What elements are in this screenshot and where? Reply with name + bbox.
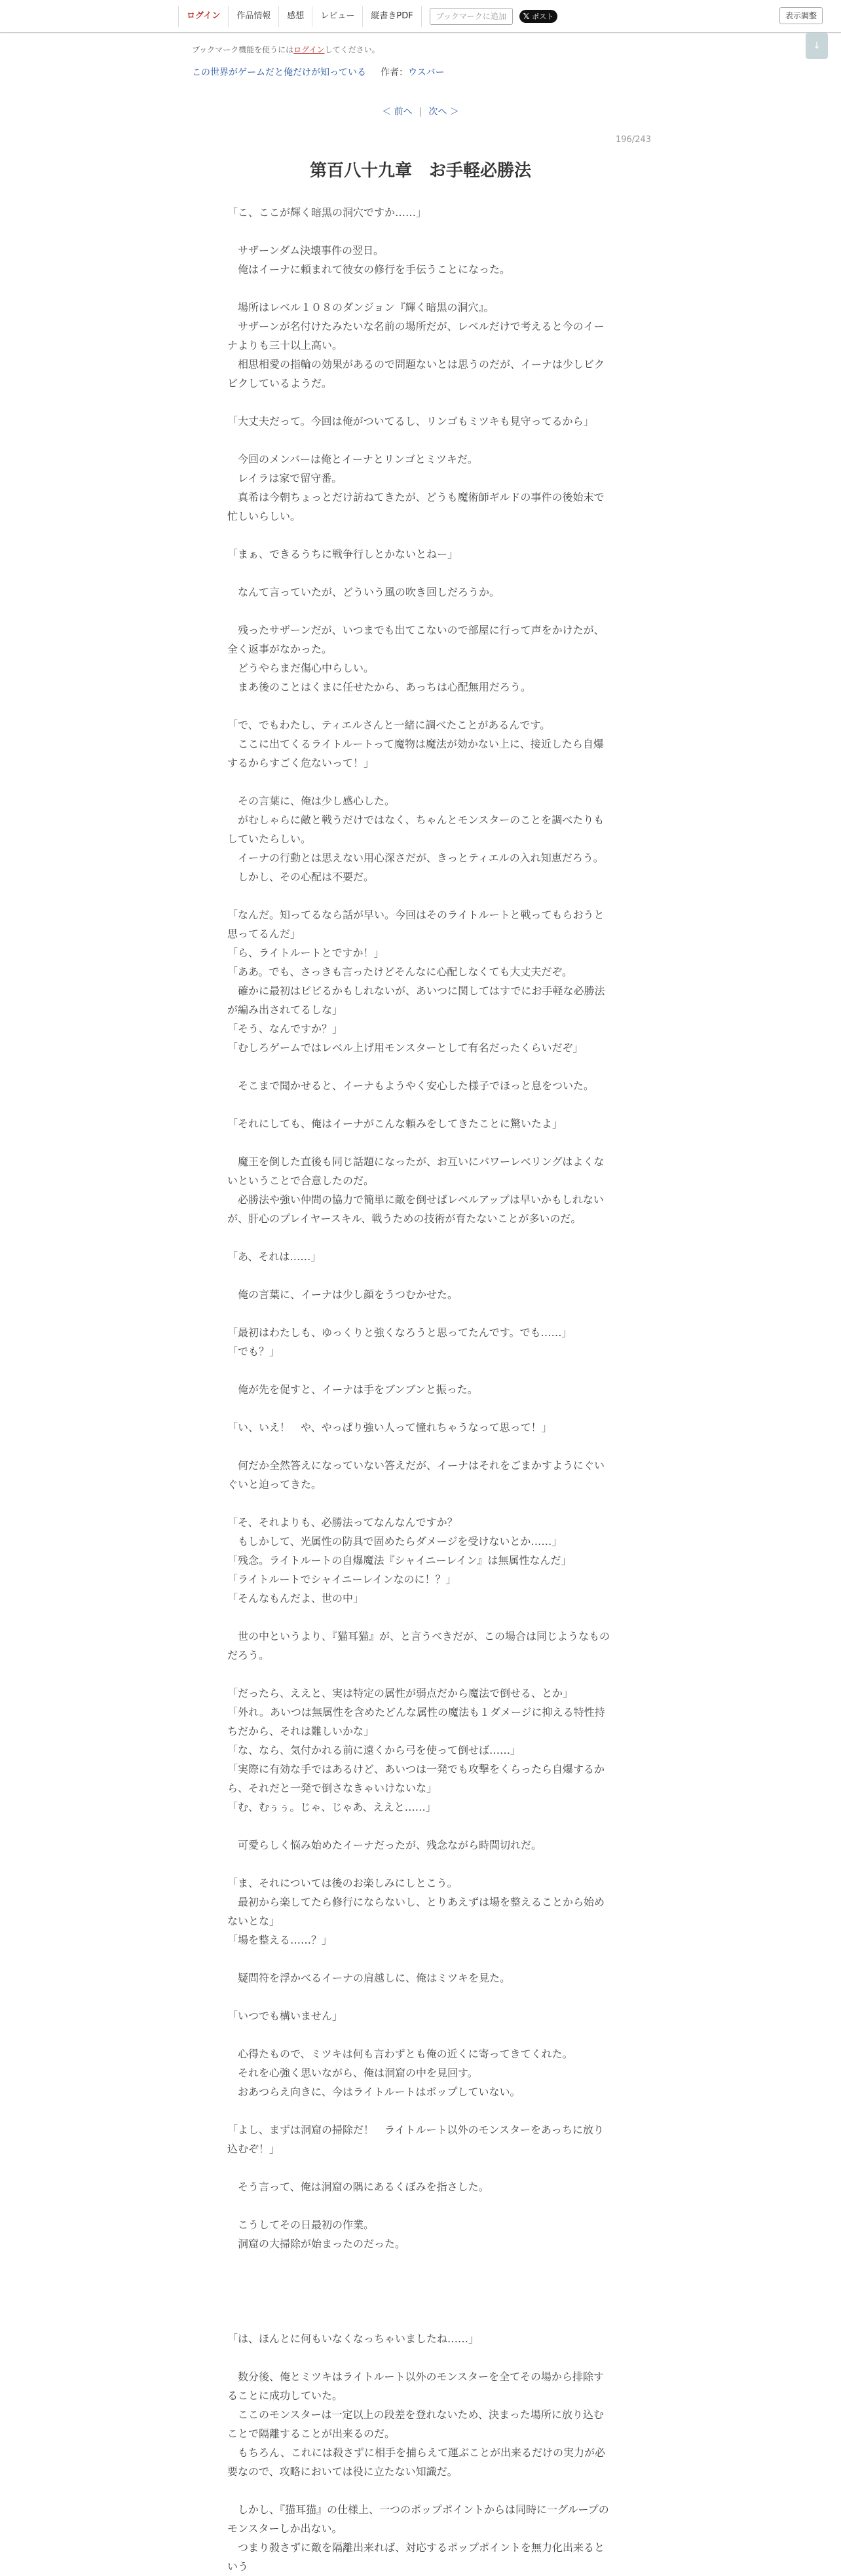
notice-suffix: してください。 xyxy=(324,45,380,54)
body-line: しかし、その心配は不要だ。 xyxy=(227,871,375,883)
body-line: しかし、『猫耳猫』の仕様上、一つのポップポイントからは同時に一グループのモンスターしか出ない。 xyxy=(227,2503,609,2535)
body-line: ここのモンスターは一定以上の段差を登れないため、決まった場所に放り込むことで隔離することが出来るのだ。 xyxy=(227,2408,604,2440)
body-line xyxy=(227,1133,614,1152)
body-line: 最初から楽してたら修行にならないし、とりあえずは場を整えることから始めないとな」 xyxy=(227,1896,605,1927)
body-line: 可愛らしく悩み始めたイーナだったが、残念ながら時間切れだ。 xyxy=(227,1839,542,1851)
vertical-pdf-link[interactable]: 縦書きPDF xyxy=(363,6,421,27)
body-line xyxy=(227,602,614,621)
body-line: なんて言っていたが、どういう風の吹き回しだろうか。 xyxy=(227,586,500,598)
x-logo-icon: 𝕏 xyxy=(523,12,530,21)
body-line xyxy=(227,1304,614,1323)
body-line xyxy=(227,1987,614,2006)
body-line: 疑問符を浮かべるイーナの肩越しに、俺はミツキを見た。 xyxy=(227,1972,511,1984)
body-line xyxy=(227,564,614,583)
body-line: 「こ、ここが輝く暗黒の洞穴ですか……」 xyxy=(227,206,427,219)
body-line: 「場を整える……？」 xyxy=(227,1934,333,1946)
body-line: 「大丈夫だって。今回は俺がついてるし、リンゴもミツキも見守ってるから」 xyxy=(227,415,594,427)
top-bar xyxy=(0,0,841,33)
body-line xyxy=(227,2253,614,2272)
body-line: 「残念。ライトルートの自爆魔法『シャイニーレイン』は無属性なんだ」 xyxy=(227,1554,572,1567)
review-link[interactable]: レビュー xyxy=(312,6,363,27)
x-post-label: ポスト xyxy=(532,12,554,21)
novel-title-link[interactable]: この世界がゲームだと俺だけが知っている xyxy=(192,67,366,78)
page-count: 196/243 xyxy=(616,135,652,145)
body-line xyxy=(227,2158,614,2177)
scroll-down-icon[interactable]: ↓ xyxy=(806,33,828,59)
body-line: がむしゃらに敵と戦うだけではなく、ちゃんとモンスターのことを調べたりもしていたらしい。 xyxy=(227,814,605,845)
impressions-link[interactable]: 感想 xyxy=(279,6,312,27)
body-line xyxy=(227,2101,614,2120)
body-line: 「な、なら、気付かれる前に遠くから弓を使って倒せば……」 xyxy=(227,1744,521,1756)
body-line: おあつらえ向きに、今はライトルートはポップしていない。 xyxy=(227,2086,521,2098)
body-line: 確かに最初はビビるかもしれないが、あいつに関してはすでにお手軽な必勝法が編み出されてるしな」 xyxy=(227,985,605,1016)
body-line: つまり殺さずに敵を隔離出来れば、対応するポップポイントを無力化出来るという xyxy=(227,2541,605,2573)
body-line: 「ああ。でも、さっきも言ったけどそんなに心配しなくても大丈夫だぞ。 xyxy=(227,966,573,978)
pager-separator: | xyxy=(419,107,422,117)
body-line xyxy=(227,279,614,298)
body-line: もちろん、これには殺さずに相手を捕らえて運ぶことが出来るだけの実力が必要なので、攻略においては役に立たない知識だ。 xyxy=(227,2446,605,2478)
body-line: 「は、ほんとに何もいなくなっちゃいましたね……」 xyxy=(227,2332,479,2345)
body-line xyxy=(227,697,614,716)
body-line: 俺が先を促すと、イーナは手をブンブンと振った。 xyxy=(227,1383,478,1396)
body-line: まあ後のことはくまに任せたから、あっちは心配無用だろう。 xyxy=(227,681,531,693)
body-line xyxy=(227,1437,614,1456)
body-line xyxy=(227,1228,614,1247)
body-line xyxy=(227,2348,614,2367)
body-line: 「でも？」 xyxy=(227,1345,280,1358)
body-line: 「む、むぅぅ。じゃ、じゃあ、ええと……」 xyxy=(227,1801,436,1813)
body-line: 「よし、まずは洞窟の掃除だ！ ライトルート以外のモンスターをあっちに放り込むぞ！」 xyxy=(227,2124,604,2155)
display-settings-button[interactable]: 表示調整 xyxy=(779,7,823,24)
body-line xyxy=(227,1399,614,1418)
body-line: 「ま、それについては後のお楽しみにしとこう。 xyxy=(227,1877,458,1889)
author-link[interactable]: ウスバー xyxy=(408,67,445,78)
body-line: 心得たもので、ミツキは何も言わずとも俺の近くに寄ってきてくれた。 xyxy=(227,2048,573,2060)
body-line: 必勝法や強い仲間の協力で簡単に敵を倒せばレベルアップは早いかもしれないが、肝心のプレイヤースキル、戦うための技術が育たないことが多いのだ。 xyxy=(227,1193,604,1225)
login-notice xyxy=(192,44,380,55)
body-line: 「それにしても、俺はイーナがこんな頼みをしてきたことに驚いたよ」 xyxy=(227,1117,563,1130)
body-line: それを心強く思いながら、俺は洞窟の中を見回す。 xyxy=(227,2067,478,2079)
body-line: そう言って、俺は洞窟の隅にあるくぼみを指さした。 xyxy=(227,2181,489,2193)
body-line: その言葉に、俺は少し感心した。 xyxy=(227,795,396,807)
body-line xyxy=(227,222,614,241)
body-line xyxy=(227,393,614,412)
body-line: 相思相愛の指輪の効果があるので問題ないとは思うのだが、イーナは少しビクビクしているようだ。 xyxy=(227,358,605,390)
body-line: 世の中というより、『猫耳猫』が、と言うべきだが、この場合は同じようなものだろう。 xyxy=(227,1630,610,1661)
body-line xyxy=(227,431,614,450)
body-line xyxy=(227,2481,614,2500)
body-line: こうしてその日最初の作業。 xyxy=(227,2219,375,2231)
body-line: 真希は今朝ちょっとだけ訪ねてきたが、どうも魔術師ギルドの事件の後始末で忙しいらしい。 xyxy=(227,491,605,522)
notice-login-link[interactable]: ログイン xyxy=(293,45,325,54)
chapter-pager xyxy=(0,105,841,118)
body-line xyxy=(227,1266,614,1285)
body-line: 「ら、ライトルートとですか！」 xyxy=(227,947,384,959)
body-line: ここに出てくるライトルートって魔物は魔法が効かない上に、接近したら自爆するからすごく危ないって！」 xyxy=(227,738,604,769)
body-line: どうやらまだ傷心中らしい。 xyxy=(227,662,375,674)
body-line: 「実際に有効な手ではあるけど、あいつは一発でも攻撃をくらったら自爆するから、それだと一発で倒さなきゃいけないな」 xyxy=(227,1763,605,1794)
body-line: もしかして、光属性の防具で固めたらダメージを受けないとか……」 xyxy=(227,1535,563,1548)
body-line xyxy=(227,1057,614,1076)
body-line: 「い、いえ！ や、やっぱり強い人って憧れちゃうなって思って！」 xyxy=(227,1421,552,1434)
add-bookmark-button[interactable]: ブックマークに追加 xyxy=(430,8,513,25)
body-line: イーナの行動とは思えない用心深さだが、きっとティエルの入れ知恵だろう。 xyxy=(227,852,604,864)
body-line: 「最初はわたしも、ゆっくりと強くなろうと思ってたんです。でも……」 xyxy=(227,1326,572,1339)
body-line xyxy=(227,1817,614,1836)
x-post-button[interactable] xyxy=(519,10,557,23)
body-line: 「そ、それよりも、必勝法ってなんなんですか？ xyxy=(227,1516,458,1529)
body-line xyxy=(227,1494,614,1513)
body-line: 残ったサザーンだが、いつまでも出てこないので部屋に行って声をかけたが、全く返事がなかった。 xyxy=(227,624,605,655)
body-line: そこまで聞かせると、イーナもようやく安心した様子でほっと息をついた。 xyxy=(227,1079,595,1092)
chapter-body xyxy=(227,203,614,2576)
body-line xyxy=(227,1855,614,1874)
body-line xyxy=(227,526,614,545)
body-line: サザーンダム決壊事件の翌日。 xyxy=(227,244,384,257)
body-line: サザーンが名付けたみたいな名前の場所だが、レベルだけで考えると今のイーナよりも三十以上高い。 xyxy=(227,320,605,352)
body-line xyxy=(227,772,614,791)
body-line: 「で、でもわたし、ティエルさんと一緒に調べたことがあるんです。 xyxy=(227,719,551,731)
body-line: 洞窟の大掃除が始まったのだった。 xyxy=(227,2238,406,2250)
body-line xyxy=(227,2025,614,2044)
body-line xyxy=(227,886,614,905)
body-line: 俺の言葉に、イーナは少し顔をうつむかせた。 xyxy=(227,1288,458,1301)
body-line: 何だか全然答えになっていない答えだが、イーナはそれをごまかすようにぐいぐいと迫ってきた。 xyxy=(227,1459,605,1491)
body-line xyxy=(227,1361,614,1380)
body-line xyxy=(227,1665,614,1684)
body-line xyxy=(227,2291,614,2310)
notice-prefix: ブックマーク機能を使うには xyxy=(192,45,294,54)
body-line: 「いつでも構いません」 xyxy=(227,2010,343,2022)
body-line: 「なんだ。知ってるなら話が早い。今回はそのライトルートと戦ってもらおうと思ってるんだ」 xyxy=(227,909,605,940)
body-line: 数分後、俺とミツキはライトルート以外のモンスターを全てその場から排除することに成功していた。 xyxy=(227,2370,605,2402)
body-line xyxy=(227,2196,614,2215)
prev-chapter-link[interactable]: ＜ 前へ xyxy=(382,107,413,117)
body-line: 「まぁ、できるうちに戦争行しとかないとねー」 xyxy=(227,548,458,560)
next-chapter-link[interactable]: 次へ ＞ xyxy=(428,107,459,117)
body-line: 「ライトルートでシャイニーレインなのに！？」 xyxy=(227,1573,457,1586)
body-line: 「むしろゲームではレベル上げ用モンスターとして有名だったくらいだぞ」 xyxy=(227,1042,584,1054)
body-line: 俺はイーナに頼まれて彼女の修行を手伝うことになった。 xyxy=(227,263,511,276)
body-line xyxy=(227,1095,614,1114)
body-line: レイラは家で留守番。 xyxy=(227,472,343,484)
novel-meta xyxy=(192,65,445,79)
body-line: 「あ、それは……」 xyxy=(227,1250,322,1263)
chapter-title: 第百八十九章 お手軽必勝法 xyxy=(309,161,531,181)
body-line: 今回のメンバーは俺とイーナとリンゴとミツキだ。 xyxy=(227,453,478,465)
body-line: 「外れ。あいつは無属性を含めたどんな属性の魔法も１ダメージに抑える特性持ちだから、それは難しいかな」 xyxy=(227,1706,605,1737)
body-line xyxy=(227,2310,614,2329)
body-line: 魔王を倒した直後も同じ話題になったが、お互いにパワーレベリングはよくないということで合意したのだ。 xyxy=(227,1155,605,1187)
body-line: 場所はレベル１０８のダンジョン『輝く暗黒の洞穴』。 xyxy=(227,301,495,314)
body-line xyxy=(227,1950,614,1968)
body-line: 「そう、なんですか？」 xyxy=(227,1023,343,1035)
login-link[interactable]: ログイン xyxy=(179,6,229,27)
body-line xyxy=(227,1608,614,1627)
main-nav xyxy=(178,6,557,27)
body-line: 「だったら、ええと、実は特定の属性が弱点だから魔法で倒せる、とか」 xyxy=(227,1687,574,1699)
author-label: 作者： xyxy=(381,67,408,78)
body-line: 「そんなもんだよ、世の中」 xyxy=(227,1592,364,1605)
body-line xyxy=(227,2272,614,2291)
novel-info-link[interactable]: 作品情報 xyxy=(229,6,279,27)
